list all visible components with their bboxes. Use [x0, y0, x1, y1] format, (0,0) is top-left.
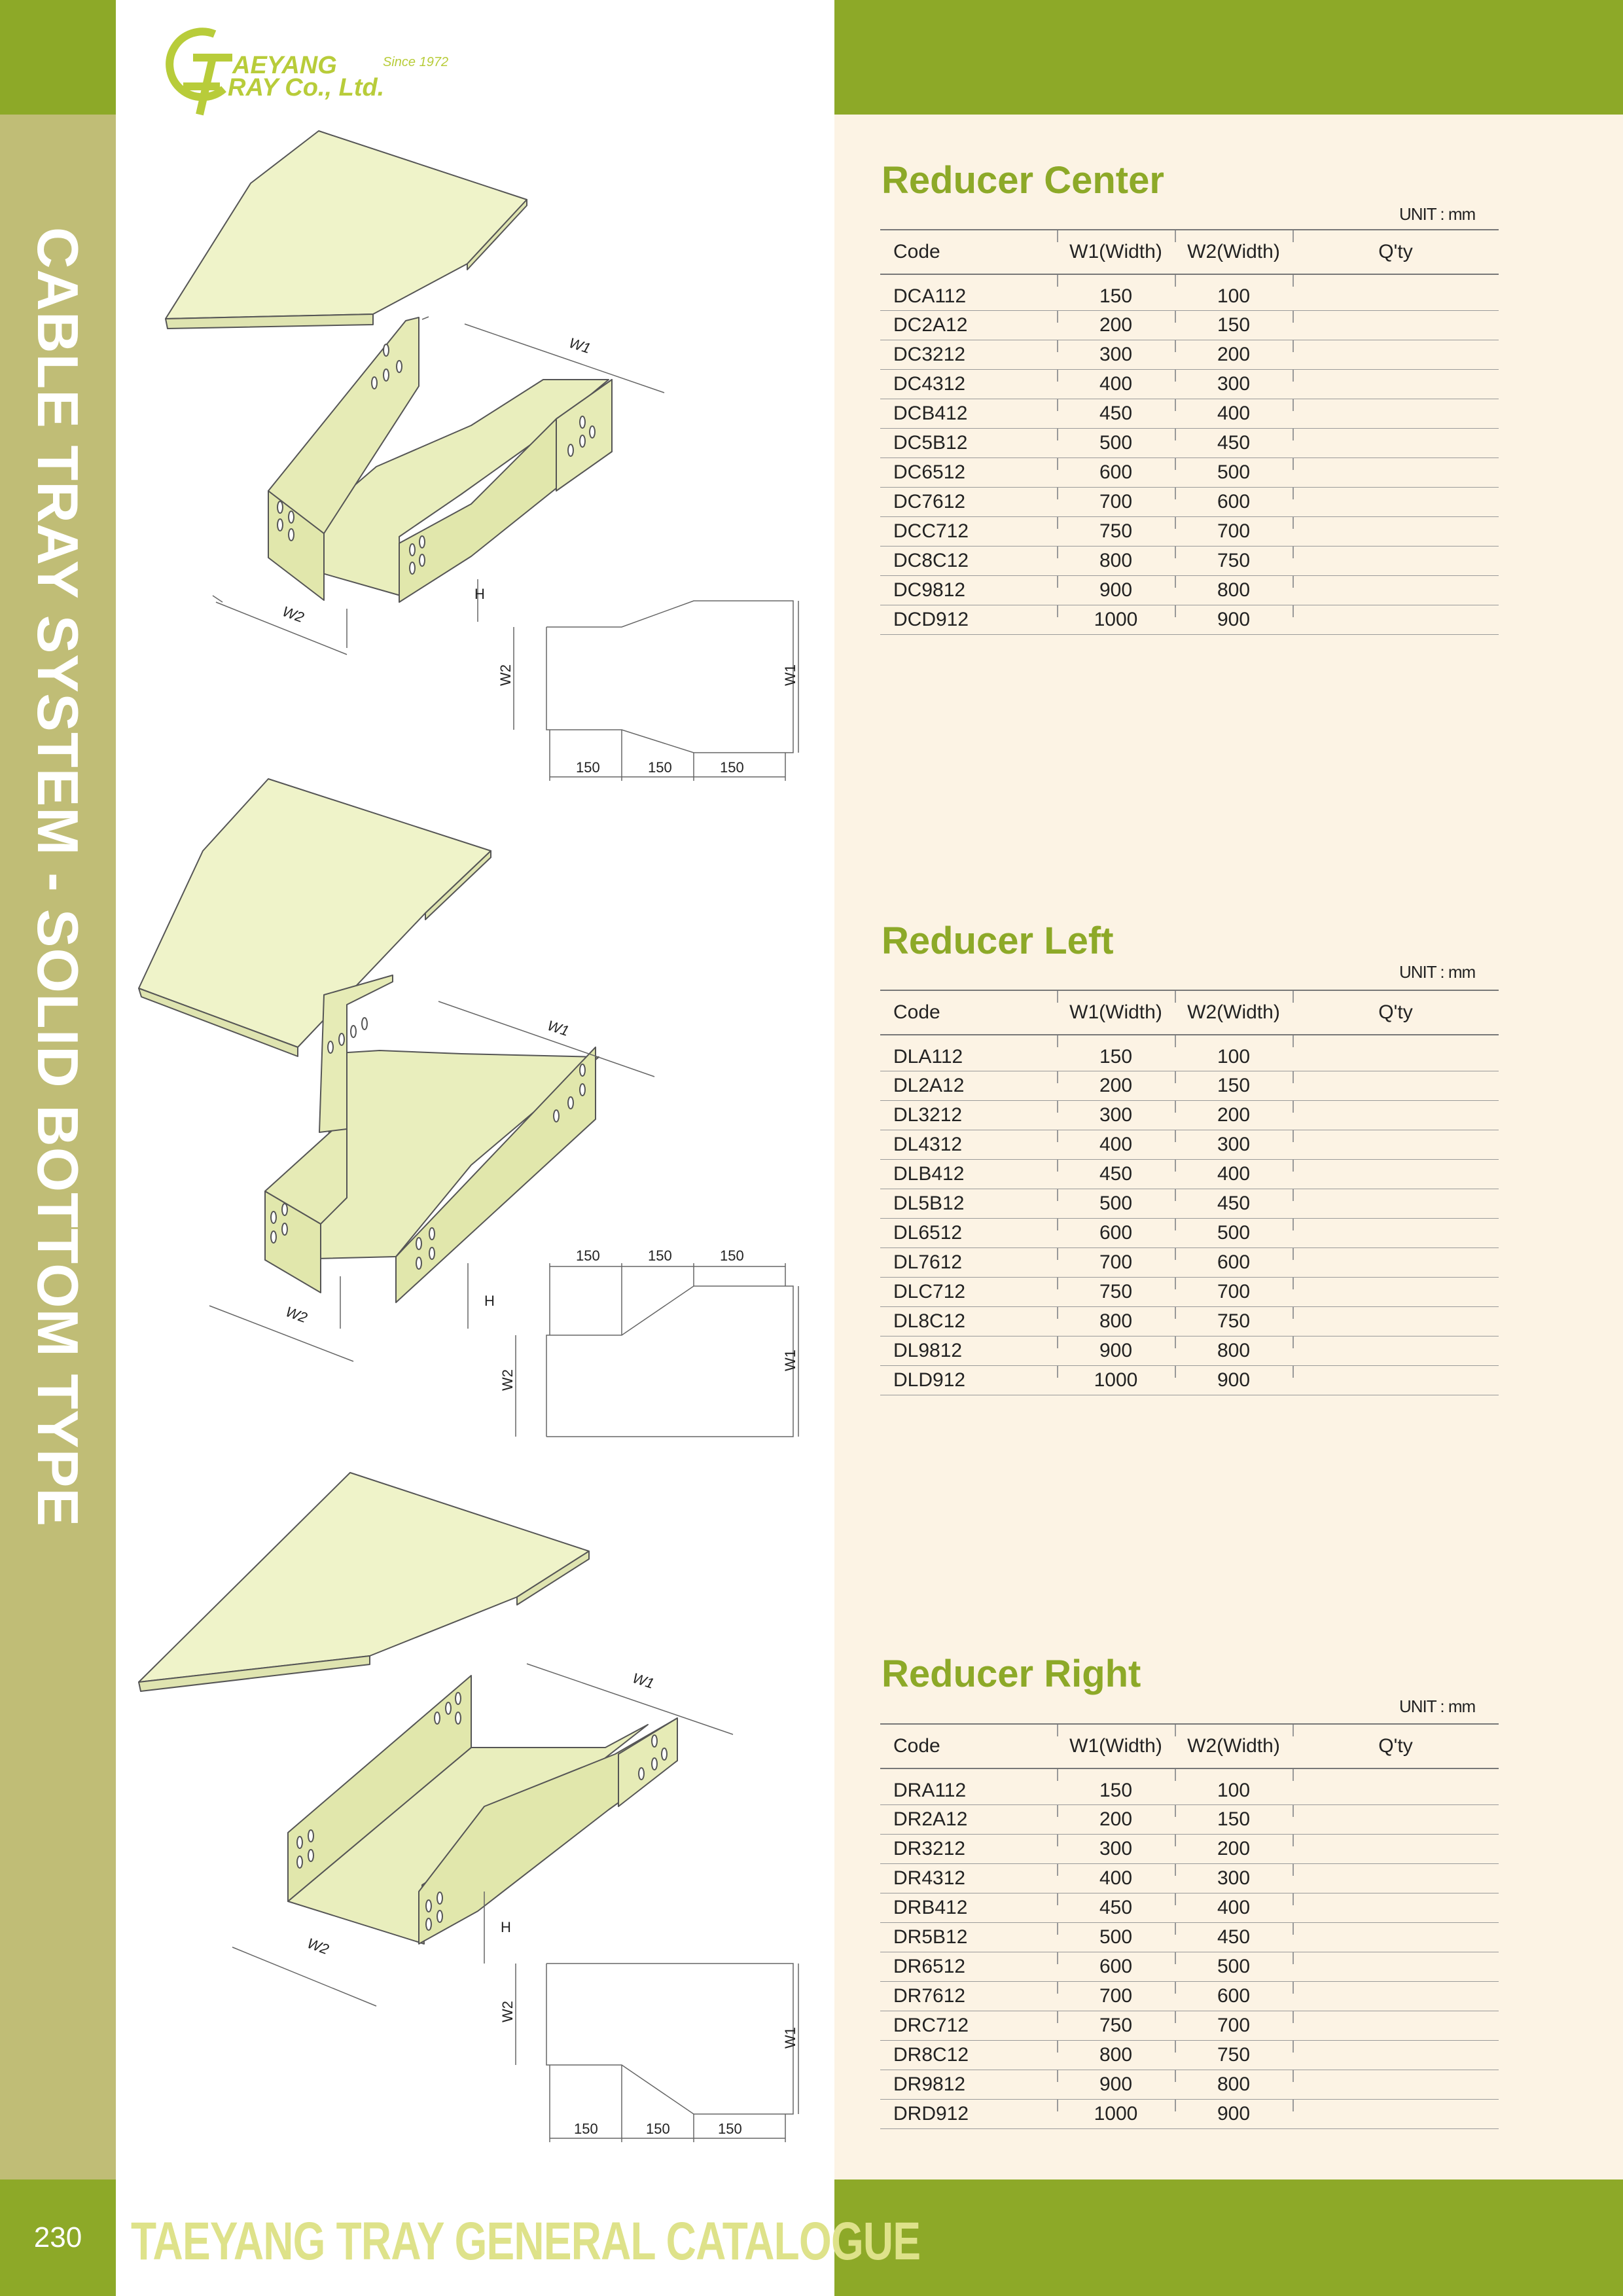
- w1-cell: 750: [1057, 2011, 1175, 2041]
- w2-cell: 200: [1175, 340, 1293, 370]
- dim-150: 150: [720, 759, 744, 776]
- column-header-code: Code: [880, 1724, 1057, 1768]
- code-cell: DLC712: [880, 1278, 1057, 1307]
- w1-cell: 300: [1057, 1835, 1175, 1864]
- table-row: [880, 1101, 1499, 1130]
- column-header-code: Code: [880, 230, 1057, 274]
- code-cell: DR4312: [880, 1864, 1057, 1893]
- w2-cell: 750: [1175, 2041, 1293, 2070]
- w1-cell: 150: [1057, 1035, 1175, 1071]
- code-cell: DC5B12: [880, 429, 1057, 458]
- w1-cell: 800: [1057, 2041, 1175, 2070]
- qty-cell: [1293, 1278, 1499, 1307]
- qty-cell: [1293, 517, 1499, 547]
- table-row: [880, 1189, 1499, 1219]
- table-row: [880, 1336, 1499, 1366]
- table-row: [880, 429, 1499, 458]
- w2-cell: 600: [1175, 488, 1293, 517]
- code-cell: DC2A12: [880, 311, 1057, 340]
- table-row: [880, 311, 1499, 340]
- qty-cell: [1293, 1864, 1499, 1893]
- qty-cell: [1293, 1893, 1499, 1923]
- w1-cell: 600: [1057, 1952, 1175, 1982]
- table-row: [880, 2100, 1499, 2129]
- table-row: [880, 399, 1499, 429]
- qty-cell: [1293, 1101, 1499, 1130]
- table-row: [880, 1366, 1499, 1395]
- code-cell: DL5B12: [880, 1189, 1057, 1219]
- left-top-block: [0, 0, 116, 115]
- w1-cell: 150: [1057, 1768, 1175, 1805]
- qty-cell: [1293, 1189, 1499, 1219]
- code-cell: DLB412: [880, 1160, 1057, 1189]
- w1-cell: 1000: [1057, 2100, 1175, 2129]
- table-row: [880, 1982, 1499, 2011]
- table-header-row: [880, 990, 1499, 1035]
- w2-cell: 750: [1175, 547, 1293, 576]
- w2-cell: 900: [1175, 1366, 1293, 1395]
- qty-cell: [1293, 274, 1499, 311]
- dim-150: 150: [720, 1247, 744, 1264]
- w2-cell: 600: [1175, 1982, 1293, 2011]
- column-header-w1: W1(Width): [1057, 990, 1175, 1035]
- code-cell: DC6512: [880, 458, 1057, 488]
- dim-150: 150: [648, 759, 672, 776]
- code-cell: DR7612: [880, 1982, 1057, 2011]
- qty-cell: [1293, 311, 1499, 340]
- code-cell: DC7612: [880, 488, 1057, 517]
- footer-title: TAEYANG TRAY GENERAL CATALOGUE: [131, 2212, 921, 2271]
- code-cell: DL2A12: [880, 1071, 1057, 1101]
- column-header-w2: W2(Width): [1175, 1724, 1293, 1768]
- code-cell: DC9812: [880, 576, 1057, 605]
- code-cell: DRD912: [880, 2100, 1057, 2129]
- table-row: [880, 1768, 1499, 1805]
- table-row: [880, 1035, 1499, 1071]
- w2-cell: 500: [1175, 1219, 1293, 1248]
- w1-cell: 1000: [1057, 1366, 1175, 1395]
- dim-150: 150: [576, 1247, 600, 1264]
- code-cell: DL3212: [880, 1101, 1057, 1130]
- unit-label: UNIT : mm: [1399, 204, 1476, 224]
- qty-cell: [1293, 1336, 1499, 1366]
- w2-cell: 700: [1175, 1278, 1293, 1307]
- w1-cell: 300: [1057, 1101, 1175, 1130]
- code-cell: DCC712: [880, 517, 1057, 547]
- table-row: [880, 2041, 1499, 2070]
- w1-cell: 900: [1057, 1336, 1175, 1366]
- w1-cell: 900: [1057, 2070, 1175, 2100]
- h-label: H: [501, 1919, 511, 1935]
- qty-cell: [1293, 429, 1499, 458]
- w1-cell: 500: [1057, 1923, 1175, 1952]
- qty-cell: [1293, 2041, 1499, 2070]
- w2-cell: 500: [1175, 458, 1293, 488]
- h-label: H: [484, 1293, 495, 1309]
- dim-150: 150: [574, 2121, 598, 2137]
- w2-cell: 450: [1175, 1923, 1293, 1952]
- w2-cell: 750: [1175, 1307, 1293, 1336]
- column-header-code: Code: [880, 990, 1057, 1035]
- code-cell: DL4312: [880, 1130, 1057, 1160]
- w2-label: W2: [283, 1303, 310, 1326]
- code-cell: DR8C12: [880, 2041, 1057, 2070]
- table-row: [880, 1952, 1499, 1982]
- qty-cell: [1293, 1952, 1499, 1982]
- w1-cell: 750: [1057, 517, 1175, 547]
- table-row: [880, 1248, 1499, 1278]
- w2-cell: 150: [1175, 1805, 1293, 1835]
- code-cell: DC4312: [880, 370, 1057, 399]
- w2-cell: 150: [1175, 1071, 1293, 1101]
- reducer-center-drawing: [131, 124, 825, 798]
- w1-cell: 700: [1057, 1248, 1175, 1278]
- qty-cell: [1293, 1219, 1499, 1248]
- qty-cell: [1293, 1248, 1499, 1278]
- w2-cell: 150: [1175, 311, 1293, 340]
- w2-cell: 800: [1175, 1336, 1293, 1366]
- w1-cell: 300: [1057, 340, 1175, 370]
- qty-cell: [1293, 1160, 1499, 1189]
- side-title: CABLE TRAY SYSTEM - SOLID BOTTOM TYPE: [26, 226, 90, 1528]
- code-cell: DR2A12: [880, 1805, 1057, 1835]
- w1-label: W1: [545, 1016, 571, 1039]
- table-row: [880, 340, 1499, 370]
- qty-cell: [1293, 458, 1499, 488]
- w1-cell: 900: [1057, 576, 1175, 605]
- qty-cell: [1293, 2070, 1499, 2100]
- right-bottom-block: [834, 2179, 1623, 2296]
- company-logo: [164, 26, 465, 124]
- code-cell: DR6512: [880, 1952, 1057, 1982]
- logo-since: Since 1972: [383, 55, 449, 69]
- logo-line1: AEYANG: [232, 52, 337, 79]
- code-cell: DR5B12: [880, 1923, 1057, 1952]
- table-header-row: [880, 1724, 1499, 1768]
- w2-cell: 600: [1175, 1248, 1293, 1278]
- w1-cell: 450: [1057, 1893, 1175, 1923]
- w1-cell: 500: [1057, 429, 1175, 458]
- w2-cell: 200: [1175, 1101, 1293, 1130]
- spec-table: [880, 1723, 1499, 2129]
- w1-cell: 700: [1057, 1982, 1175, 2011]
- code-cell: DR3212: [880, 1835, 1057, 1864]
- table-row: [880, 1278, 1499, 1307]
- qty-cell: [1293, 547, 1499, 576]
- code-cell: DRA112: [880, 1768, 1057, 1805]
- code-cell: DCD912: [880, 605, 1057, 635]
- table-row: [880, 1923, 1499, 1952]
- code-cell: DL7612: [880, 1248, 1057, 1278]
- w1-cell: 800: [1057, 547, 1175, 576]
- w1-cell: 400: [1057, 370, 1175, 399]
- table-row: [880, 1893, 1499, 1923]
- w1-label: W1: [782, 2027, 798, 2049]
- code-cell: DRB412: [880, 1893, 1057, 1923]
- w1-cell: 450: [1057, 1160, 1175, 1189]
- w2-cell: 400: [1175, 1893, 1293, 1923]
- table-row: [880, 488, 1499, 517]
- w2-label: W2: [497, 664, 514, 686]
- w2-cell: 200: [1175, 1835, 1293, 1864]
- qty-cell: [1293, 2100, 1499, 2129]
- w2-cell: 500: [1175, 1952, 1293, 1982]
- qty-cell: [1293, 488, 1499, 517]
- reducer-right-drawing: [131, 1466, 825, 2160]
- dim-150: 150: [648, 1247, 672, 1264]
- code-cell: DC3212: [880, 340, 1057, 370]
- table-row: [880, 370, 1499, 399]
- right-top-block: [834, 0, 1623, 115]
- w2-cell: 100: [1175, 274, 1293, 311]
- qty-cell: [1293, 1035, 1499, 1071]
- column-header-w2: W2(Width): [1175, 230, 1293, 274]
- qty-cell: [1293, 340, 1499, 370]
- w1-cell: 200: [1057, 1805, 1175, 1835]
- table-row: [880, 2011, 1499, 2041]
- table-row: [880, 1130, 1499, 1160]
- w2-cell: 450: [1175, 429, 1293, 458]
- table-header-row: [880, 230, 1499, 274]
- spec-table: [880, 990, 1499, 1395]
- qty-cell: [1293, 576, 1499, 605]
- qty-cell: [1293, 1366, 1499, 1395]
- table-row: [880, 1307, 1499, 1336]
- section-title: Reducer Right: [882, 1653, 1141, 1695]
- qty-cell: [1293, 1768, 1499, 1805]
- unit-label: UNIT : mm: [1399, 1696, 1476, 1716]
- code-cell: DRC712: [880, 2011, 1057, 2041]
- w2-cell: 400: [1175, 1160, 1293, 1189]
- w2-cell: 800: [1175, 576, 1293, 605]
- code-cell: DL6512: [880, 1219, 1057, 1248]
- w2-cell: 900: [1175, 2100, 1293, 2129]
- section-title: Reducer Center: [882, 159, 1164, 202]
- w2-cell: 100: [1175, 1035, 1293, 1071]
- code-cell: DR9812: [880, 2070, 1057, 2100]
- cover-plate: [166, 131, 527, 319]
- qty-cell: [1293, 399, 1499, 429]
- w2-cell: 400: [1175, 399, 1293, 429]
- code-cell: DCA112: [880, 274, 1057, 311]
- code-cell: DCB412: [880, 399, 1057, 429]
- qty-cell: [1293, 1835, 1499, 1864]
- dim-150: 150: [646, 2121, 670, 2137]
- w1-cell: 150: [1057, 274, 1175, 311]
- w1-cell: 600: [1057, 1219, 1175, 1248]
- w1-label: W1: [782, 1350, 798, 1371]
- w2-label: W2: [305, 1935, 331, 1958]
- column-header-qty: Q'ty: [1293, 990, 1499, 1035]
- code-cell: DL9812: [880, 1336, 1057, 1366]
- w1-cell: 400: [1057, 1864, 1175, 1893]
- spec-table: [880, 229, 1499, 635]
- w1-cell: 200: [1057, 1071, 1175, 1101]
- table-row: [880, 1160, 1499, 1189]
- unit-label: UNIT : mm: [1399, 962, 1476, 982]
- page-number: 230: [33, 2221, 82, 2253]
- w2-label: W2: [499, 2001, 516, 2022]
- w2-cell: 700: [1175, 517, 1293, 547]
- w2-cell: 700: [1175, 2011, 1293, 2041]
- dim-150: 150: [718, 2121, 742, 2137]
- table-row: [880, 576, 1499, 605]
- w1-cell: 1000: [1057, 605, 1175, 635]
- w1-cell: 400: [1057, 1130, 1175, 1160]
- w1-label: W1: [567, 334, 593, 357]
- w1-cell: 800: [1057, 1307, 1175, 1336]
- code-cell: DC8C12: [880, 547, 1057, 576]
- code-cell: DL8C12: [880, 1307, 1057, 1336]
- table-row: [880, 1219, 1499, 1248]
- column-header-qty: Q'ty: [1293, 230, 1499, 274]
- table-row: [880, 1835, 1499, 1864]
- w1-cell: 200: [1057, 311, 1175, 340]
- w2-cell: 900: [1175, 605, 1293, 635]
- qty-cell: [1293, 1805, 1499, 1835]
- w2-cell: 300: [1175, 370, 1293, 399]
- table-row: [880, 1071, 1499, 1101]
- table-row: [880, 2070, 1499, 2100]
- column-header-w1: W1(Width): [1057, 1724, 1175, 1768]
- qty-cell: [1293, 1071, 1499, 1101]
- qty-cell: [1293, 1982, 1499, 2011]
- reducer-left-drawing: [131, 772, 825, 1446]
- qty-cell: [1293, 605, 1499, 635]
- w1-cell: 450: [1057, 399, 1175, 429]
- column-header-w2: W2(Width): [1175, 990, 1293, 1035]
- table-row: [880, 1805, 1499, 1835]
- w1-cell: 700: [1057, 488, 1175, 517]
- w1-cell: 750: [1057, 1278, 1175, 1307]
- code-cell: DLA112: [880, 1035, 1057, 1071]
- qty-cell: [1293, 1307, 1499, 1336]
- w2-cell: 800: [1175, 2070, 1293, 2100]
- column-header-qty: Q'ty: [1293, 1724, 1499, 1768]
- h-label: H: [474, 586, 485, 602]
- code-cell: DLD912: [880, 1366, 1057, 1395]
- logo-mark-icon: [164, 26, 236, 124]
- w2-label: W2: [280, 603, 306, 626]
- w2-cell: 300: [1175, 1864, 1293, 1893]
- table-row: [880, 547, 1499, 576]
- w2-cell: 300: [1175, 1130, 1293, 1160]
- w1-label: W1: [630, 1669, 656, 1692]
- qty-cell: [1293, 1923, 1499, 1952]
- column-header-w1: W1(Width): [1057, 230, 1175, 274]
- w2-cell: 450: [1175, 1189, 1293, 1219]
- table-row: [880, 274, 1499, 311]
- table-row: [880, 605, 1499, 635]
- w2-cell: 100: [1175, 1768, 1293, 1805]
- qty-cell: [1293, 2011, 1499, 2041]
- table-row: [880, 458, 1499, 488]
- section-title: Reducer Left: [882, 920, 1114, 962]
- qty-cell: [1293, 370, 1499, 399]
- dim-150: 150: [576, 759, 600, 776]
- logo-line2: RAY Co., Ltd.: [228, 74, 385, 101]
- w1-cell: 600: [1057, 458, 1175, 488]
- table-row: [880, 517, 1499, 547]
- w2-label: W2: [499, 1369, 516, 1391]
- w1-cell: 500: [1057, 1189, 1175, 1219]
- w1-label: W1: [782, 664, 798, 686]
- qty-cell: [1293, 1130, 1499, 1160]
- table-row: [880, 1864, 1499, 1893]
